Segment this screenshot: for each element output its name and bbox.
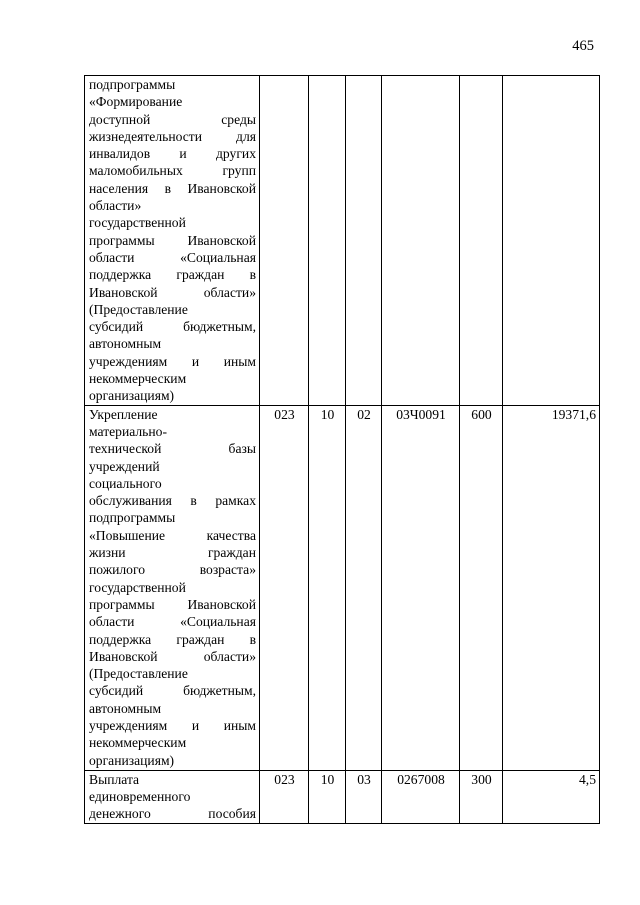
description-line: жизнедеятельности для	[89, 128, 256, 144]
description-line: государственной	[89, 579, 186, 595]
description-line: автономным	[89, 336, 162, 352]
description-line: программы Ивановской	[89, 596, 256, 612]
description-line: поддержка граждан в	[89, 631, 256, 647]
section-code-cell: 10	[309, 405, 346, 770]
description-line: субсидий бюджетным,	[89, 319, 256, 335]
description-line: некоммерческим	[89, 371, 187, 387]
section-code-cell	[309, 76, 346, 406]
description-line: жизни граждан	[89, 545, 256, 561]
description-line: маломобильных групп	[89, 163, 256, 179]
amount-cell: 4,5	[503, 770, 600, 823]
target-code-cell: 0267008	[382, 770, 460, 823]
description-line: учреждений	[89, 458, 160, 474]
description-cell	[85, 76, 260, 406]
description-line: организациям)	[89, 388, 175, 404]
description-line: программы Ивановской	[89, 232, 256, 248]
subsection-code-cell: 02	[346, 405, 382, 770]
description-line: области «Социальная	[89, 614, 256, 630]
description-line: учреждениям и иным	[89, 353, 256, 369]
description-line: доступной среды	[89, 111, 256, 127]
description-line: «Повышение качества	[89, 527, 256, 543]
ministry-code-cell: 023	[260, 405, 309, 770]
description-line: Ивановской области»	[89, 648, 256, 664]
description-line: области «Социальная	[89, 249, 256, 265]
description-line: технической базы	[89, 441, 256, 457]
ministry-code-cell	[260, 76, 309, 406]
description-line: (Предоставление	[89, 666, 188, 682]
target-code-cell: 03Ч0091	[382, 405, 460, 770]
description-line: инвалидов и других	[89, 146, 256, 162]
description-cell	[85, 770, 260, 823]
description-line: субсидий бюджетным,	[89, 683, 256, 699]
description-line: материально-	[89, 423, 167, 439]
description-line: Выплата	[89, 771, 140, 787]
description-line: подпрограммы	[89, 510, 176, 526]
description-line: учреждениям и иным	[89, 717, 256, 733]
description-line: поддержка граждан в	[89, 267, 256, 283]
subsection-code-cell	[346, 76, 382, 406]
description-line: автономным	[89, 700, 162, 716]
amount-cell: 19371,6	[503, 405, 600, 770]
description-line: единовременного	[89, 788, 191, 804]
description-line: подпрограммы	[89, 77, 176, 92]
expense-type-cell: 300	[460, 770, 503, 823]
budget-table	[84, 75, 600, 824]
description-line: Укрепление	[89, 406, 158, 422]
target-code-cell	[382, 76, 460, 406]
description-line: некоммерческим	[89, 735, 187, 751]
section-code-cell: 10	[309, 770, 346, 823]
description-line: организациям)	[89, 752, 175, 768]
description-line: области»	[89, 198, 142, 214]
expense-type-cell	[460, 76, 503, 406]
description-line: (Предоставление	[89, 301, 188, 317]
ministry-code-cell: 023	[260, 770, 309, 823]
expense-type-cell: 600	[460, 405, 503, 770]
page-number: 465	[572, 38, 594, 54]
subsection-code-cell: 03	[346, 770, 382, 823]
description-line: «Формирование	[89, 94, 183, 110]
description-line: Ивановской области»	[89, 284, 256, 300]
description-line: населения в Ивановской	[89, 180, 256, 196]
description-line: денежного пособия	[89, 806, 256, 822]
description-line: государственной	[89, 215, 186, 231]
table-row	[85, 76, 600, 406]
description-line: обслуживания в рамках	[89, 493, 256, 509]
table-row	[85, 770, 600, 823]
description-line: пожилого возраста»	[89, 562, 256, 578]
description-line: социального	[89, 475, 162, 491]
description-cell	[85, 405, 260, 770]
amount-cell	[503, 76, 600, 406]
table-row	[85, 405, 600, 770]
